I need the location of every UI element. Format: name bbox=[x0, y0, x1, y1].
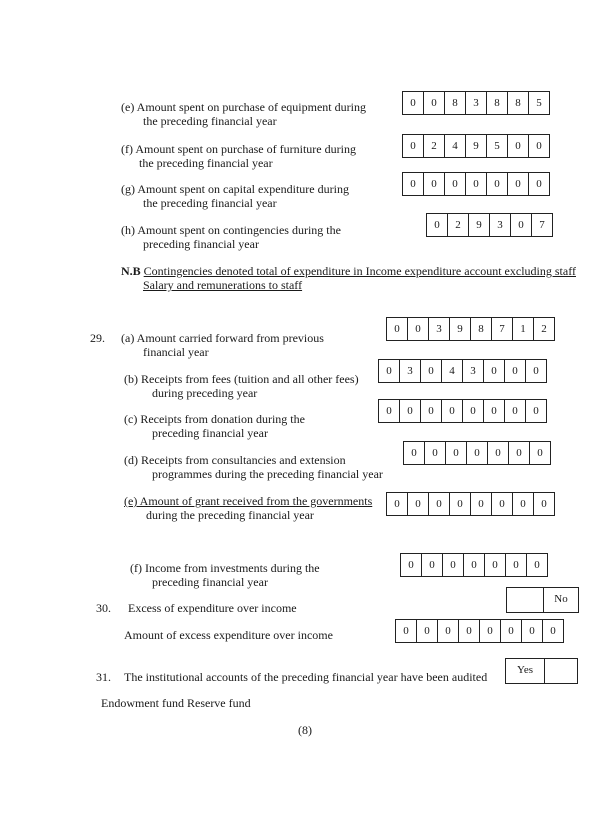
digit-cell: 9 bbox=[466, 135, 487, 157]
digit-cell: 0 bbox=[404, 442, 425, 464]
section-31-label: The institutional accounts of the preceding financial year have been audited bbox=[124, 670, 488, 684]
item-28g-digits bbox=[402, 172, 550, 196]
digit-cell: 0 bbox=[408, 493, 429, 515]
item-29b-label: (b) Receipts from fees (tuition and all other fees) during preceding year bbox=[124, 372, 359, 400]
digit-cell: 8 bbox=[508, 92, 529, 114]
section-29-number: 29. bbox=[90, 331, 105, 345]
digit-cell: 1 bbox=[513, 318, 534, 340]
digit-cell: 0 bbox=[537, 447, 543, 459]
digit-cell: 0 bbox=[522, 620, 543, 642]
item-29d-label: (d) Receipts from consultancies and extension programmes during the preceding financial year bbox=[124, 453, 383, 481]
section-30-number: 30. bbox=[96, 601, 111, 615]
digit-cell: 3 bbox=[400, 360, 421, 382]
digit-cell: 0 bbox=[508, 173, 529, 195]
page-number: (8) bbox=[298, 723, 312, 737]
digit-cell: 0 bbox=[501, 620, 522, 642]
digit-cell: 9 bbox=[469, 214, 490, 236]
digit-cell: 0 bbox=[387, 493, 408, 515]
digit-cell: 0 bbox=[450, 493, 471, 515]
digit-cell: 0 bbox=[466, 173, 487, 195]
digit-cell: 0 bbox=[484, 360, 505, 382]
section-30-answer-box bbox=[506, 587, 579, 613]
item-29e-digits bbox=[386, 492, 555, 516]
digit-cell: 0 bbox=[480, 620, 501, 642]
digit-cell: 0 bbox=[403, 135, 424, 157]
footer-text: Endowment fund Reserve fund bbox=[101, 696, 251, 710]
item-29d-digits bbox=[403, 441, 551, 465]
digit-cell: 0 bbox=[446, 442, 467, 464]
digit-cell: 0 bbox=[422, 554, 443, 576]
digit-cell: 0 bbox=[467, 442, 488, 464]
section-31-number: 31. bbox=[96, 670, 111, 684]
digit-cell: 8 bbox=[487, 92, 508, 114]
item-28f-label: (f) Amount spent on purchase of furniture during the preceding financial year bbox=[121, 142, 356, 170]
item-29f-digits bbox=[400, 553, 548, 577]
digit-cell: 3 bbox=[463, 360, 484, 382]
digit-cell: 0 bbox=[505, 360, 526, 382]
section-30-label: Excess of expenditure over income bbox=[128, 601, 297, 615]
digit-cell: 0 bbox=[442, 400, 463, 422]
digit-cell: 8 bbox=[445, 92, 466, 114]
digit-cell: 0 bbox=[484, 400, 505, 422]
digit-cell: 0 bbox=[445, 173, 466, 195]
digit-cell: 0 bbox=[438, 620, 459, 642]
digit-cell: 5 bbox=[487, 135, 508, 157]
digit-cell: 0 bbox=[417, 620, 438, 642]
digit-cell: 0 bbox=[408, 318, 429, 340]
digit-cell: 3 bbox=[429, 318, 450, 340]
section-30-digits bbox=[395, 619, 564, 643]
digit-cell: 0 bbox=[505, 400, 526, 422]
section-31-answer-box bbox=[505, 658, 578, 684]
digit-cell: 0 bbox=[485, 554, 506, 576]
digit-cell: 0 bbox=[487, 173, 508, 195]
digit-cell: 0 bbox=[536, 140, 542, 152]
digit-cell: 0 bbox=[534, 559, 540, 571]
item-28h-digits bbox=[426, 213, 553, 237]
section-30-amount-label: Amount of excess expenditure over income bbox=[124, 628, 333, 642]
digit-cell: 7 bbox=[492, 318, 513, 340]
digit-cell: 2 bbox=[541, 323, 547, 335]
digit-cell: 0 bbox=[421, 360, 442, 382]
section-31-answer: Yes bbox=[506, 659, 545, 683]
item-29c-label: (c) Receipts from donation during the preceding financial year bbox=[124, 412, 305, 440]
digit-cell: 0 bbox=[541, 498, 547, 510]
digit-cell: 0 bbox=[550, 625, 556, 637]
digit-cell: 0 bbox=[513, 493, 534, 515]
digit-cell: 0 bbox=[511, 214, 532, 236]
item-29a-label: (a) Amount carried forward from previous financial year bbox=[121, 331, 324, 359]
digit-cell: 0 bbox=[403, 173, 424, 195]
digit-cell: 0 bbox=[400, 400, 421, 422]
digit-cell: 3 bbox=[490, 214, 511, 236]
digit-cell: 0 bbox=[427, 214, 448, 236]
digit-cell: 0 bbox=[492, 493, 513, 515]
digit-cell: 0 bbox=[533, 405, 539, 417]
item-28e-label: (e) Amount spent on purchase of equipment during the preceding financial year bbox=[121, 100, 366, 128]
digit-cell: 0 bbox=[459, 620, 480, 642]
digit-cell: 7 bbox=[539, 219, 545, 231]
digit-cell: 0 bbox=[536, 178, 542, 190]
item-29b-digits bbox=[378, 359, 547, 383]
nb-note: N.B Contingencies denoted total of expenditure in Income expenditure account excluding staff Salary and remunerations to staff bbox=[121, 264, 576, 292]
item-29f-label: (f) Income from investments during the preceding financial year bbox=[130, 561, 320, 589]
digit-cell: 0 bbox=[471, 493, 492, 515]
item-29a-digits bbox=[386, 317, 555, 341]
digit-cell: 0 bbox=[401, 554, 422, 576]
digit-cell: 0 bbox=[403, 92, 424, 114]
digit-cell: 8 bbox=[471, 318, 492, 340]
digit-cell: 0 bbox=[387, 318, 408, 340]
digit-cell: 0 bbox=[533, 365, 539, 377]
digit-cell: 0 bbox=[464, 554, 485, 576]
item-28g-label: (g) Amount spent on capital expenditure during the preceding financial year bbox=[121, 182, 349, 210]
digit-cell: 2 bbox=[448, 214, 469, 236]
digit-cell: 2 bbox=[424, 135, 445, 157]
digit-cell: 9 bbox=[450, 318, 471, 340]
digit-cell: 5 bbox=[536, 97, 542, 109]
digit-cell: 0 bbox=[463, 400, 484, 422]
item-28e-digits bbox=[402, 91, 550, 115]
digit-cell: 0 bbox=[424, 173, 445, 195]
digit-cell: 0 bbox=[509, 442, 530, 464]
digit-cell: 0 bbox=[429, 493, 450, 515]
section-30-answer: No bbox=[554, 593, 568, 605]
digit-cell: 0 bbox=[424, 92, 445, 114]
digit-cell: 0 bbox=[396, 620, 417, 642]
digit-cell: 0 bbox=[425, 442, 446, 464]
digit-cell: 0 bbox=[488, 442, 509, 464]
item-29c-digits bbox=[378, 399, 547, 423]
digit-cell: 0 bbox=[508, 135, 529, 157]
digit-cell: 4 bbox=[445, 135, 466, 157]
item-28h-label: (h) Amount spent on contingencies during the preceding financial year bbox=[121, 223, 341, 251]
item-29e-label: (e) Amount of grant received from the governments during the preceding financial year bbox=[124, 494, 373, 522]
digit-cell: 0 bbox=[421, 400, 442, 422]
digit-cell: 0 bbox=[379, 400, 400, 422]
digit-cell: 0 bbox=[506, 554, 527, 576]
item-28f-digits bbox=[402, 134, 550, 158]
digit-cell: 4 bbox=[442, 360, 463, 382]
digit-cell: 0 bbox=[443, 554, 464, 576]
digit-cell: 3 bbox=[466, 92, 487, 114]
digit-cell: 0 bbox=[379, 360, 400, 382]
